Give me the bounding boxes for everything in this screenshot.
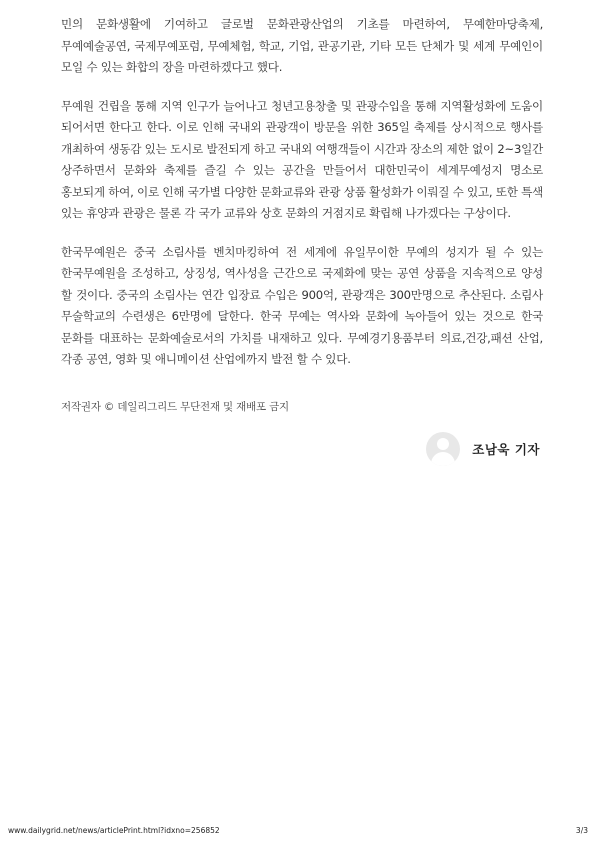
article-paragraph-3: 한국무예원은 중국 소림사를 벤치마킹하여 전 세계에 유일무이한 무예의 성지가 될 수 있는 한국무예원을 조성하고, 상징성, 역사성을 근간으로 국제화에 맞는 공연 상품을 지속적으로 양성 할 것이다. 중국의 소림사는 연간 입장료 수입은 900억, 관광객은 300만명으로 추산된다. 소림사 무술학교의 수련생은 6만명에 달한다. 한국 무예는 역사와 문화에 녹아들어 있는 것으로 한국 문화를 대표하는 문화예술로서의 가치를 내재하고 있다. 무예경기용품부터 의료,건강,패션 산업, 각종 공연, 영화 및 애니메이션 산업에까지 발전 할 수 있다. bbox=[61, 244, 543, 366]
reporter-avatar-icon bbox=[426, 432, 460, 466]
footer-url: www.dailygrid.net/news/articlePrint.html?idxno=256852 bbox=[8, 826, 220, 835]
article-paragraph-1: 민의 문화생활에 기여하고 글로벌 문화관광산업의 기초를 마련하여, 무예한마당축제, 무예예술공연, 국제무예포럼, 무예체험, 학교, 기업, 관공기관, 기타 모든 단체가 및 세계 무예인이 모일 수 있는 화합의 장을 마련하겠다고 했다. bbox=[61, 17, 543, 74]
article-body bbox=[61, 14, 543, 388]
reporter-byline bbox=[426, 432, 540, 466]
reporter-name: 조남욱 기자 bbox=[472, 442, 540, 457]
footer-page-number: 3/3 bbox=[575, 826, 588, 835]
copyright-notice: 저작권자 © 데일리그리드 무단전재 및 재배포 금지 bbox=[61, 401, 289, 413]
article-paragraph-2: 무예원 건립을 통해 지역 인구가 늘어나고 청년고용창출 및 관광수입을 통해 지역활성화에 도움이 되어서면 한다고 한다. 이로 인해 국내외 관광객이 방문을 위한 365일 축제를 상시적으로 행사를 개최하여 생동감 있는 도시로 발전되게 하고 국내외 여행객들이 시간과 장소의 제한 없이 2~3일간 상주하면서 문화와 축제를 즐길 수 있는 공간을 만들어서 대한민국이 세계무예성지 명소로 홍보되게 하여, 이로 인해 국가별 다양한 문화교류와 관광 상품 활성화가 이뤄질 수 있고, 또한 특색 있는 휴양과 관광은 물론 각 국가 교류와 상호 문화의 거점지로 확립해 나가겠다는 구상이다. bbox=[61, 98, 544, 220]
